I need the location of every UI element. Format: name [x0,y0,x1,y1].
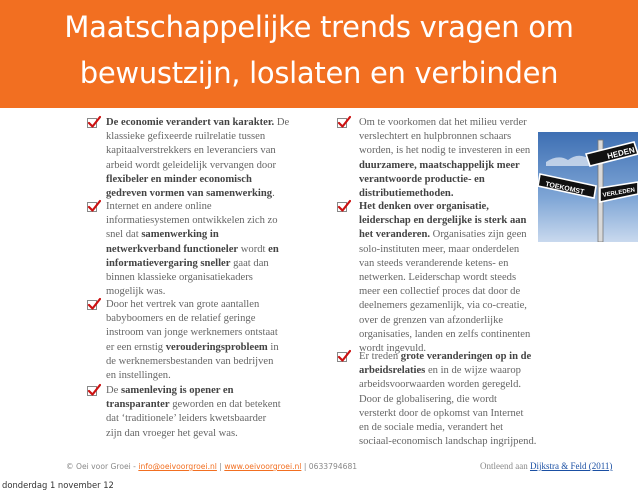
slide-date: donderdag 1 november 12 [2,480,114,490]
body-text: solo-instituten meer, maar onderdelen [359,243,520,255]
emphasis-text: gedreven vormen van samenwerking [106,188,273,200]
emphasis-text: flexibeler en minder economisch [106,173,252,185]
emphasis-text: Het denken over organisatie, [359,201,489,212]
body-text: worden, is het nodig te investeren in een [359,145,531,157]
body-text: Om te voorkomen dat het milieu verder [359,117,527,128]
text-line [106,398,281,412]
source-prefix: Ontleend aan [480,461,530,471]
text-line [106,228,279,242]
checkbox-icon [87,118,97,128]
text-line [359,130,530,144]
text-line [106,369,279,383]
emphasis-text: en [268,243,279,255]
emphasis-text: De economie verandert van karakter. [106,117,275,128]
checkbox-icon [87,300,97,310]
source-citation [480,461,612,471]
text-line [106,214,279,228]
body-text: zijn dan vroeger het geval was. [106,427,238,439]
footer-phone: | 0633794681 [301,462,358,471]
text-line [359,144,530,158]
text-line [106,243,279,257]
text-line [106,271,279,285]
text-line [106,427,281,441]
emphasis-text: verantwoorde productie- en [359,173,485,185]
body-text: . [272,188,275,200]
text-line [359,393,536,407]
body-text: dat ‘traditionele’ leiders kwetsbaarder [106,413,267,425]
body-text: arbeidsvoorwaarden worden geregeld. [359,379,522,391]
right-bullet-text [359,116,530,201]
signpost-image [538,132,638,242]
sign-toekomst-text: TOEKOMST [544,181,585,197]
emphasis-text: het veranderen. [359,229,431,241]
page-title-line-2: bewustzijn, loslaten en verbinden [79,56,559,90]
sign-verleden-text: VERLEDEN [602,187,636,199]
page-title-line-1: Maatschappelijke trends vragen om [64,10,574,44]
body-text: Door het vertrek van grote aantallen [106,299,260,310]
text-line [359,285,530,299]
body-text: gaat dan [230,257,269,269]
body-text: wordt [238,243,269,255]
source-link[interactable]: Dijkstra & Feld (2011) [529,461,613,471]
body-text: Organisaties zijn geen [430,229,527,241]
body-text: mogelijk was. [106,286,166,298]
text-line [359,243,530,257]
text-line [359,407,536,421]
emphasis-text: duurzamere, maatschappelijk meer [359,159,520,171]
body-text: van steeds veranderende ketens- en [359,257,509,269]
text-line [106,355,279,369]
text-line [106,298,279,312]
text-line [106,326,279,340]
emphasis-text: leiderschap en dergelijke is sterk aan [359,215,527,227]
left-bullet-text [106,200,279,299]
checkbox-icon [337,202,347,212]
body-text: en de sociale media, verandert het [359,422,504,434]
text-line [359,200,530,214]
body-text: De [274,117,290,128]
body-text: Er treden [359,351,401,362]
checkbox-icon [87,386,97,396]
text-line [359,214,530,228]
body-text: snel dat [106,229,142,241]
body-text: over de grenzen van afzonderlijke [359,314,504,326]
body-text: in [267,341,279,353]
text-line [359,257,530,271]
emphasis-text: grote veranderingen op in de [400,351,532,362]
text-line [106,384,281,398]
body-text: sociaal-economisch landschap ingrijpend. [359,436,537,448]
body-text: organisaties, landen en zelfs continenten [359,328,531,340]
sign-heden-text: HEDEN [606,145,636,161]
body-text: de werknemersbestanden van bedrijven [106,355,274,367]
left-bullet-text [106,298,279,383]
emphasis-text: samenleving is opener en [121,385,234,396]
footer-contact [66,462,357,471]
text-line [359,314,530,328]
text-line [359,421,536,435]
emphasis-text: verouderingsprobleem [165,341,268,353]
emphasis-text: distributiemethoden. [359,188,454,200]
text-line [106,341,279,355]
right-bullet-text [359,200,530,356]
text-line [359,350,536,364]
checkbox-icon [337,352,347,362]
body-text: Door de globalisering, die wordt [359,393,497,405]
left-bullet-text [106,116,289,201]
text-line [359,299,530,313]
body-text: netwerken. Leiderschap wordt steeds [359,272,517,284]
checkbox-icon [337,118,347,128]
emphasis-text: transparanter [106,399,170,411]
body-text: klassieke gefixeerde ruilrelatie tussen [106,131,266,143]
body-text: wordt ingevuld. [359,343,427,355]
text-line [106,412,281,426]
body-text: instroom van jonge werknemers ontstaat [106,327,278,339]
text-line [106,130,289,144]
emphasis-text: arbeidsrelaties [359,365,426,377]
body-text: binnen klassieke organisatiekaders [106,272,253,284]
right-bullet-text [359,350,536,449]
footer-separator: | [216,462,225,471]
text-line [359,228,530,242]
footer-email-link[interactable]: info@oeivoorgroei.nl [138,462,217,471]
body-text: De [106,385,122,396]
footer-website-link[interactable]: www.oeivoorgroei.nl [224,462,302,471]
text-line [106,159,289,173]
text-line [359,116,530,130]
text-line [359,159,530,173]
text-line [106,144,289,158]
text-line [106,173,289,187]
text-line [359,271,530,285]
body-text: kapitaalverstrekkers en leveranciers van [106,145,276,157]
body-text: deelnemers gezamenlijk, via co-creatie, [359,300,527,312]
text-line [106,116,289,130]
text-line [106,312,279,326]
body-text: en in de wijze waarop [425,365,521,377]
body-text: meer een collectief proces dat door de [359,286,521,298]
left-bullet-text [106,384,281,441]
body-text: babyboomers en de relatief geringe [106,313,256,325]
body-text: versterkt door de opkomst van Internet [359,407,524,419]
text-line [359,328,530,342]
body-text: informatiesystemen ontwikkelen zich zo [106,215,278,227]
text-line [106,257,279,271]
emphasis-text: netwerkverband functioneler [106,243,239,255]
body-text: en instellingen. [106,370,171,382]
text-line [359,378,536,392]
body-text: er een ernstig [106,341,166,353]
body-text: Internet en andere online [106,201,212,212]
body-text: verslechtert en hulpbronnen schaars [359,131,512,143]
emphasis-text: samenwerking in [141,229,219,241]
emphasis-text: informatievergaring sneller [106,257,231,269]
text-line [359,173,530,187]
checkbox-icon [87,202,97,212]
text-line [359,364,536,378]
text-line [106,200,279,214]
body-text: geworden en dat betekent [169,399,281,411]
body-text: arbeid wordt geleidelijk vervangen door [106,159,277,171]
footer-prefix: © Oei voor Groei - [66,462,139,471]
text-line [359,435,536,449]
